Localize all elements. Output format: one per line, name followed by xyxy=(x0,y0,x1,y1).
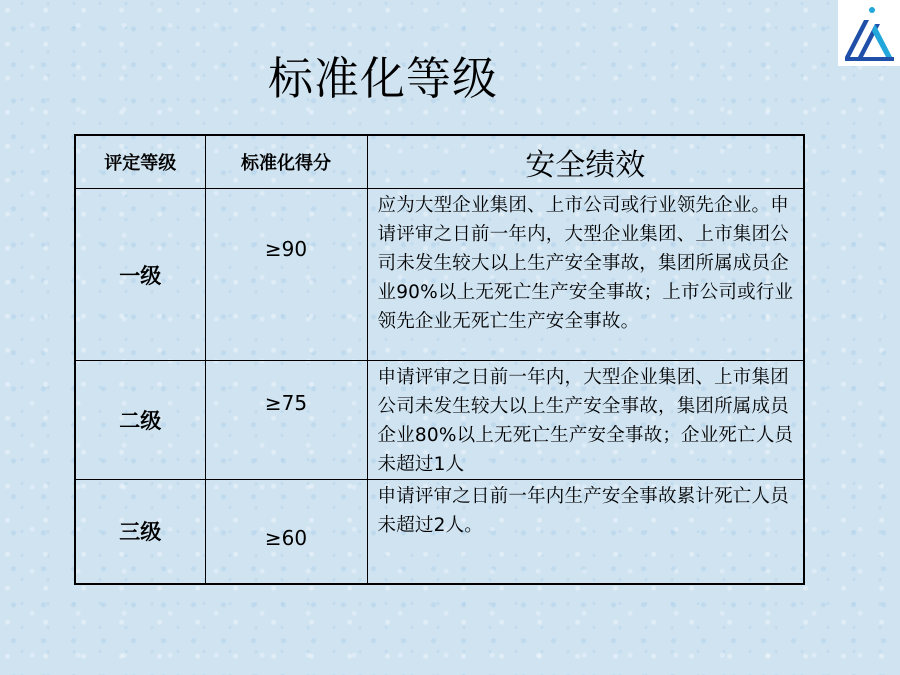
score-cell: ≥60 xyxy=(205,480,367,584)
performance-cell: 申请评审之日前一年内生产安全事故累计死亡人员未超过2人。 xyxy=(367,480,804,584)
page-title: 标准化等级 xyxy=(268,52,499,105)
score-cell: ≥75 xyxy=(205,361,367,480)
performance-cell: 应为大型企业集团、上市公司或行业领先企业。申请评审之日前一年内，大型企业集团、上市集团公司未发生较大以上生产安全事故，集团所属成员企业90%以上无死亡生产安全事故；上市公司或行业领先企业无死亡生产安全事故。 xyxy=(367,189,804,361)
score-cell: ≥90 xyxy=(205,189,367,361)
company-logo xyxy=(838,0,900,66)
level-cell: 二级 xyxy=(75,361,205,480)
grade-table xyxy=(74,134,805,585)
header-level: 评定等级 xyxy=(75,135,205,189)
logo-base xyxy=(845,57,894,61)
table-row xyxy=(75,361,804,480)
table-header-row xyxy=(75,135,804,189)
level-cell: 三级 xyxy=(75,480,205,584)
performance-cell: 申请评审之日前一年内，大型企业集团、上市集团公司未发生较大以上生产安全事故，集团所属成员企业80%以上无死亡生产安全事故；企业死亡人员未超过1人 xyxy=(367,361,804,480)
table-row xyxy=(75,480,804,584)
logo-dot xyxy=(869,7,875,13)
header-score: 标准化得分 xyxy=(205,135,367,189)
company-logo-icon xyxy=(838,0,900,66)
level-cell: 一级 xyxy=(75,189,205,361)
header-performance: 安全绩效 xyxy=(367,135,804,189)
table-row xyxy=(75,189,804,361)
logo-stroke-right xyxy=(872,24,892,57)
